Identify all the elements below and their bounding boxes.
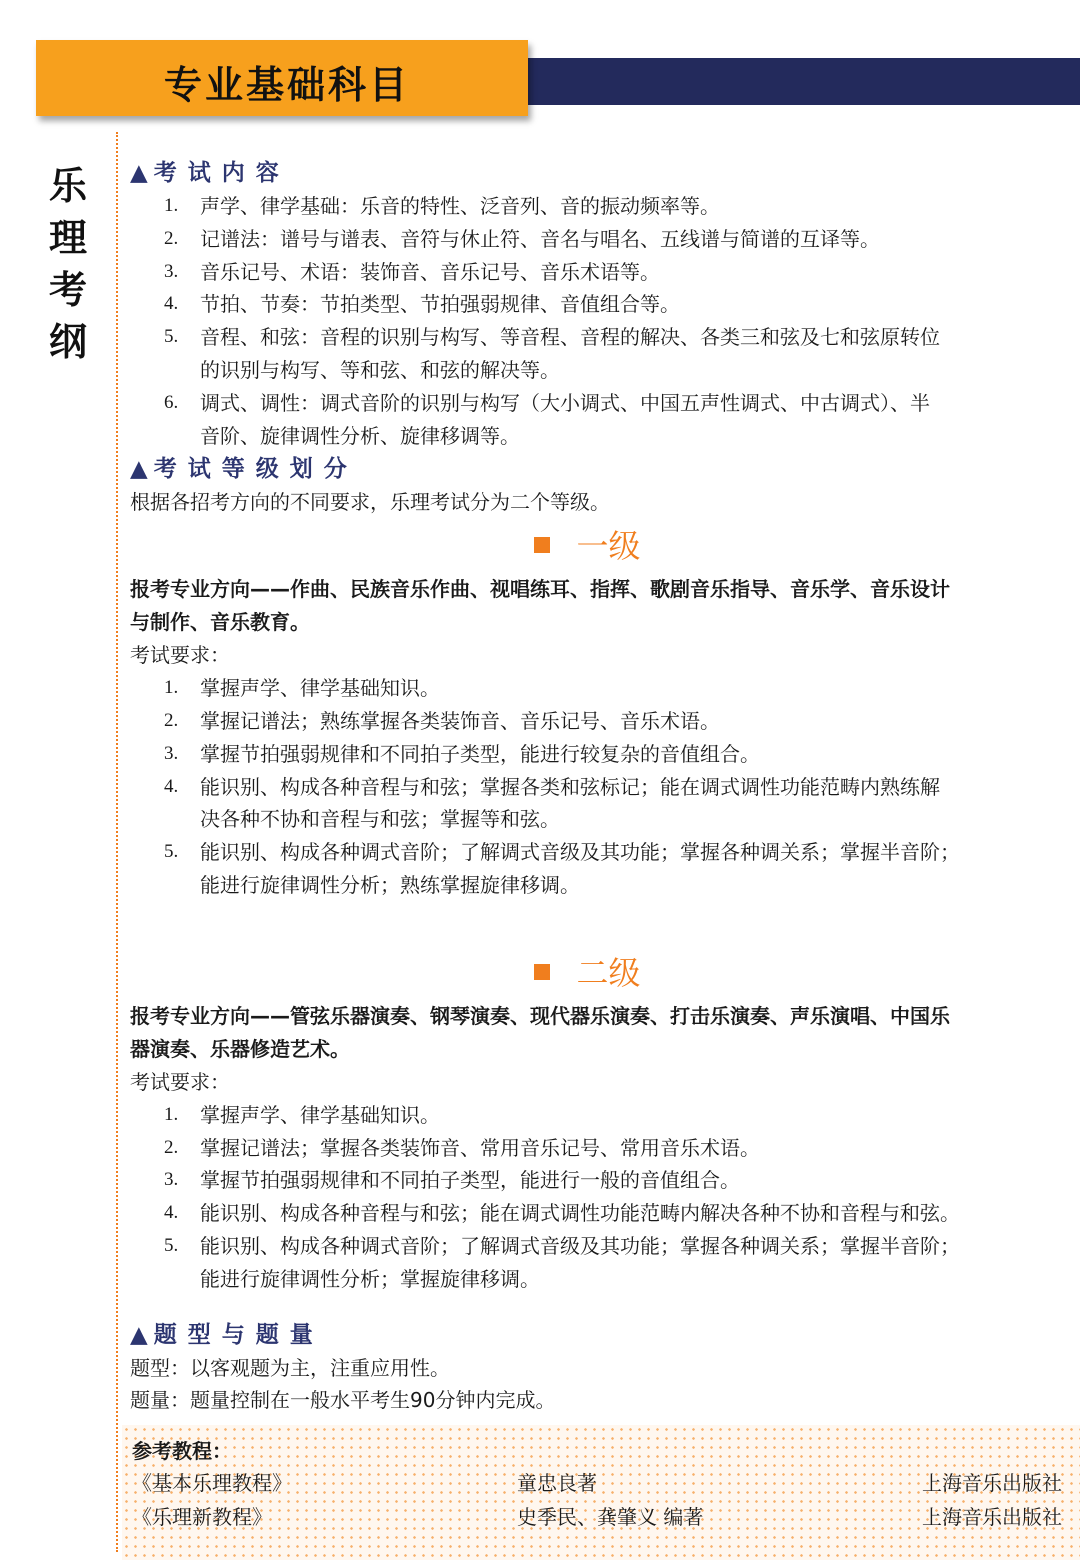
reference-book: 《基本乐理教程》 — [132, 1471, 292, 1495]
level1-requirements-label: 考试要求： — [130, 643, 230, 668]
list-item: 5. 能识别、构成各种调式音阶；了解调式音级及其功能；掌握各种调关系；掌握半音阶； 能进行旋律调性分析；熟练掌握旋律移调。 — [164, 840, 960, 897]
dotted-divider — [116, 132, 118, 1552]
list-item: 2. 记谱法：谱号与谱表、音符与休止符、音名与唱名、五线谱与简谱的互译等。 — [164, 226, 880, 251]
side-title — [44, 160, 92, 368]
level2-requirements-label: 考试要求： — [130, 1069, 230, 1094]
list-item: 3. 掌握节拍强弱规律和不同拍子类型，能进行较复杂的音值组合。 — [164, 741, 760, 766]
list-item: 4. 能识别、构成各种音程与和弦；掌握各类和弦标记；能在调式调性功能范畴内熟练解 决各种不协和音程与和弦；掌握等和弦。 — [164, 774, 940, 832]
section-heading-question-types: ▲题型与题量 — [130, 1321, 324, 1348]
reference-author: 童忠良著 — [517, 1471, 597, 1495]
list-item: 2. 掌握记谱法；掌握各类装饰音、常用音乐记号、常用音乐术语。 — [164, 1135, 760, 1160]
reference-publisher: 上海音乐出版社 — [922, 1471, 1062, 1495]
list-item: 3. 掌握节拍强弱规律和不同拍子类型，能进行一般的音值组合。 — [164, 1168, 740, 1193]
list-item: 1. 声学、律学基础：乐音的特性、泛音列、音的振动频率等。 — [164, 194, 720, 218]
triangle-icon: ▲ — [130, 456, 154, 483]
content-list — [130, 190, 1045, 452]
list-item: 1. 掌握声学、律学基础知识。 — [164, 1102, 440, 1127]
side-title-char: 乐 — [48, 164, 87, 208]
section-heading-grading: ▲考试等级划分 — [130, 456, 358, 483]
reference-book: 《乐理新教程》 — [132, 1505, 272, 1529]
triangle-icon: ▲ — [130, 160, 154, 186]
reference-author: 史季民、龚肇义 编著 — [517, 1505, 704, 1529]
question-type-line: 题型：以客观题为主，注重应用性。 — [130, 1355, 450, 1380]
reference-row — [132, 1501, 1062, 1533]
list-item: 5. 能识别、构成各种调式音阶；了解调式音级及其功能；掌握各种调关系；掌握半音阶； 能进行旋律调性分析；掌握旋律移调。 — [164, 1233, 960, 1291]
level2-direction: 报考专业方向——管弦乐器演奏、钢琴演奏、现代器乐演奏、打击乐演奏、声乐演唱、中国乐 器演奏、乐器修造艺术。 — [130, 1003, 950, 1061]
title-banner — [36, 40, 528, 116]
level-heading-1: 一级 — [130, 523, 1045, 569]
list-item: 2. 掌握记谱法；熟练掌握各类装饰音、音乐记号、音乐术语。 — [164, 708, 720, 733]
list-item: 4. 节拍、节奏：节拍类型、节拍强弱规律、音值组合等。 — [164, 292, 680, 317]
side-title-char: 理 — [48, 216, 87, 260]
main-content — [130, 156, 1045, 1417]
page-title: 专业基础科目 — [164, 63, 411, 107]
list-item: 4. 能识别、构成各种音程与和弦；能在调式调性功能范畴内解决各种不协和音程与和弦。 — [164, 1201, 960, 1226]
triangle-icon: ▲ — [130, 1321, 154, 1348]
list-item: 6. 调式、调性：调式音阶的识别与构写（大小调式、中国五声性调式、中古调式）、半 音阶、旋律调性分析、旋律移调等。 — [164, 390, 930, 448]
reference-title: 参考教程： — [132, 1439, 232, 1463]
header-band — [480, 58, 1080, 155]
square-bullet-icon — [534, 537, 550, 553]
question-amount-line: 题量：题量控制在一般水平考生90分钟内完成。 — [130, 1388, 556, 1413]
reference-box — [122, 1425, 1080, 1560]
reference-row — [132, 1467, 1062, 1499]
level-heading-2: 二级 — [130, 950, 1045, 996]
page-number: 32 — [980, 122, 1014, 155]
list-item: 3. 音乐记号、术语：装饰音、音乐记号、音乐术语等。 — [164, 259, 660, 284]
reference-publisher: 上海音乐出版社 — [922, 1505, 1062, 1529]
section-heading-content: ▲考试内容 — [130, 160, 290, 186]
level1-list — [130, 672, 1045, 902]
square-bullet-icon — [534, 964, 550, 980]
side-title-char: 考 — [48, 268, 87, 312]
level1-direction: 报考专业方向——作曲、民族音乐作曲、视唱练耳、指挥、歌剧音乐指导、音乐学、音乐设计 与制作、音乐教育。 — [130, 577, 950, 635]
list-item: 5. 音程、和弦：音程的识别与构写、等音程、音程的解决、各类三和弦及七和弦原转位 的识别与构写、等和弦、和弦的解决等。 — [164, 325, 940, 382]
side-title-char: 纲 — [48, 320, 87, 364]
level2-list — [130, 1099, 1045, 1296]
grading-text: 根据各招考方向的不同要求，乐理考试分为二个等级。 — [130, 490, 610, 515]
list-item: 1. 掌握声学、律学基础知识。 — [164, 676, 440, 701]
